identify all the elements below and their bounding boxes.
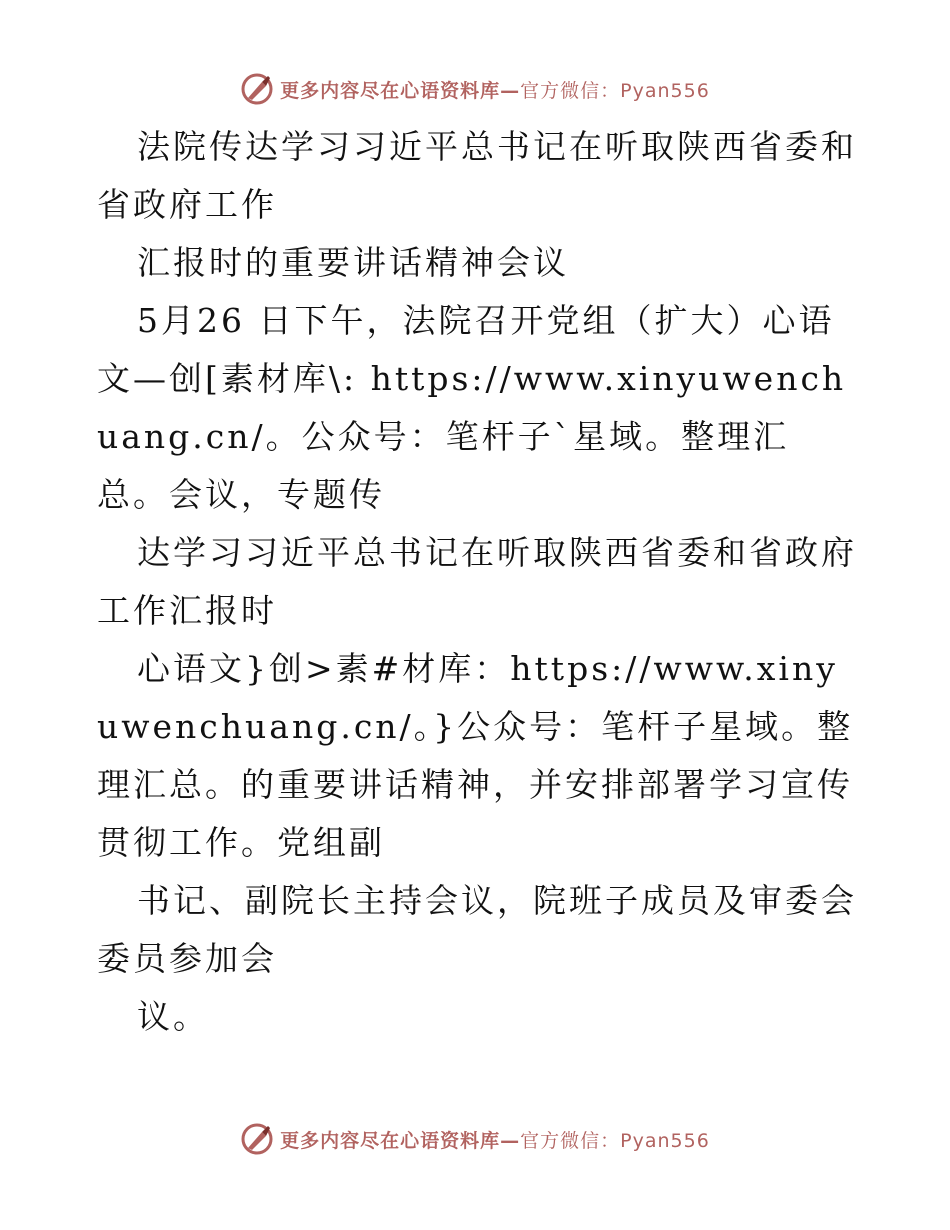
footer-banner-contact: 官方微信：Pyan556: [520, 1129, 710, 1152]
footer-banner-text: [280, 1126, 710, 1153]
paragraph-title-line-1: 法院传达学习习近平总书记在听取陕西省委和省政府工作: [97, 127, 857, 224]
header-banner-text: [280, 76, 710, 103]
document-body: [97, 118, 857, 1046]
paragraph-meeting-date: 5月26 日下午，法院召开党组（扩大）心语文—创[素材库\: https://www.xinyuwenchuang.cn/。公众号：笔杆子`星域。整理汇总。会议，专题传: [97, 301, 847, 514]
paragraph-study-topic: 达学习习近平总书记在听取陕西省委和省政府工作汇报时: [97, 533, 857, 630]
paragraph-ending: 议。: [137, 997, 209, 1036]
footer-banner-main: 更多内容尽在心语资料库: [280, 1129, 501, 1152]
header-banner-dash: —: [500, 79, 521, 102]
pen-nib-logo-icon: [240, 1122, 274, 1156]
header-banner-main: 更多内容尽在心语资料库: [280, 79, 501, 102]
footer-banner-dash: —: [500, 1129, 521, 1152]
paragraph-attendees: 书记、副院长主持会议，院班子成员及审委会委员参加会: [97, 881, 857, 978]
paragraph-title-line-2: 汇报时的重要讲话精神会议: [137, 243, 569, 282]
header-banner-contact: 官方微信：Pyan556: [520, 79, 710, 102]
footer-banner: [0, 1122, 950, 1156]
paragraph-source-note: 心语文}创>素#材库：https://www.xinyuwenchuang.cn/。}公众号：笔杆子星域。整理汇总。的重要讲话精神，并安排部署学习宣传贯彻工作。党组副: [97, 649, 854, 862]
header-banner: [0, 72, 950, 106]
pen-nib-logo-icon: [240, 72, 274, 106]
